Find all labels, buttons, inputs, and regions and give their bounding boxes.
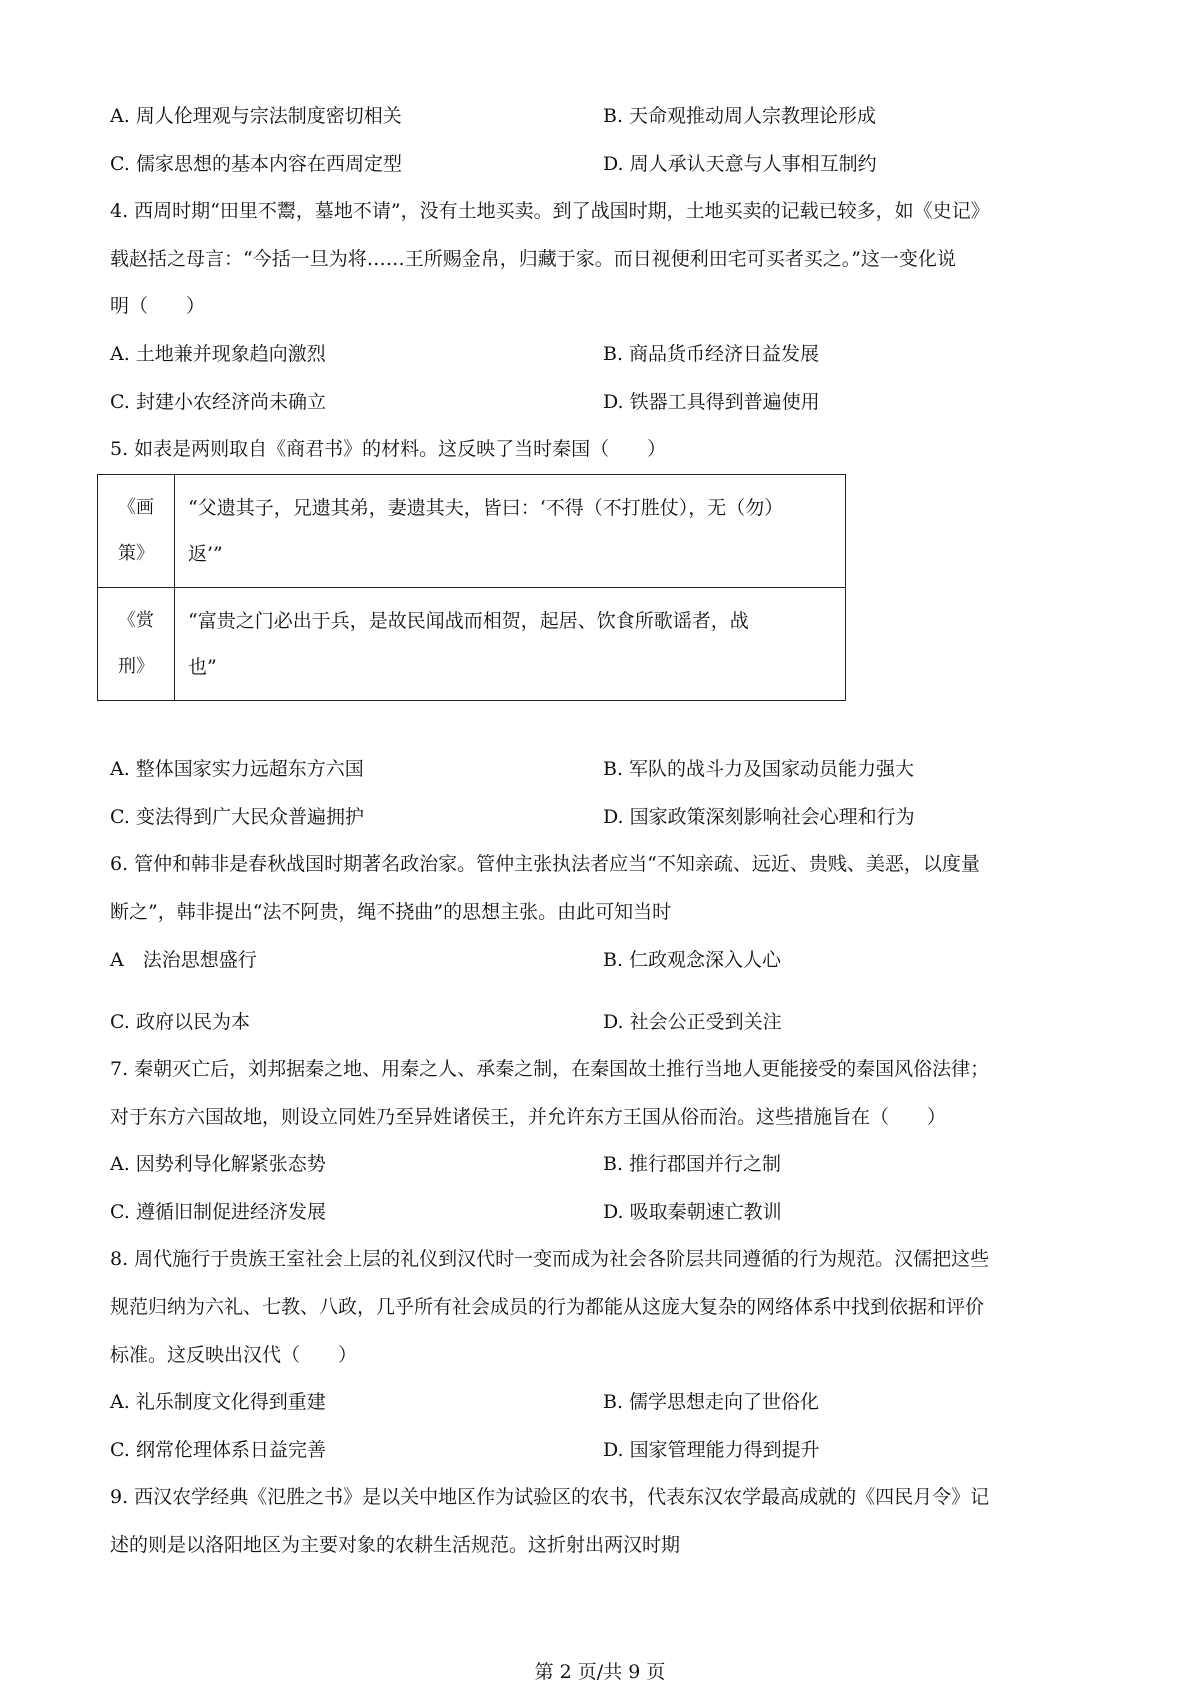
q3-option-d: D. 周人承认天意与人事相互制约 bbox=[603, 153, 877, 175]
q4-option-a: A. 土地兼并现象趋向激烈 bbox=[110, 343, 326, 365]
q6-option-c: C. 政府以民为本 bbox=[110, 1011, 250, 1033]
page-number-footer: 第 2 页/共 9 页 bbox=[534, 1661, 666, 1683]
q7-option-b: B. 推行郡国并行之制 bbox=[603, 1153, 782, 1175]
q8-stem-line: 8. 周代施行于贵族王室社会上层的礼仪到汉代时一变而成为社会各阶层共同遵循的行为规范。汉儒把这些 bbox=[110, 1248, 990, 1270]
q3-option-a: A. 周人伦理观与宗法制度密切相关 bbox=[110, 105, 402, 127]
q3-option-b: B. 天命观推动周人宗教理论形成 bbox=[603, 105, 877, 127]
q4-stem-line: 4. 西周时期“田里不鬻，墓地不请”，没有土地买卖。到了战国时期，土地买卖的记载已较多，如《史记》 bbox=[110, 200, 990, 222]
q5-option-d: D. 国家政策深刻影响社会心理和行为 bbox=[603, 806, 915, 828]
q7-option-c: C. 遵循旧制促进经济发展 bbox=[110, 1201, 326, 1223]
q4-option-c: C. 封建小农经济尚未确立 bbox=[110, 391, 326, 413]
q5-option-b: B. 军队的战斗力及国家动员能力强大 bbox=[603, 758, 915, 780]
q4-stem-line: 载赵括之母言：“今括一旦为将……王所赐金帛，归藏于家。而日视便利田宅可买者买之。”这一变化说 bbox=[110, 248, 956, 270]
table-source-cell: 《画 策》 bbox=[98, 475, 175, 588]
table-quote-cell: “父遗其子，兄遗其弟，妻遗其夫，皆曰：‘不得（不打胜仗），无（勿） 返’” bbox=[175, 475, 846, 588]
q7-option-a: A. 因势利导化解紧张态势 bbox=[110, 1153, 326, 1175]
q5-source-table bbox=[97, 474, 846, 701]
q6-option-b: B. 仁政观念深入人心 bbox=[603, 949, 782, 971]
q4-option-b: B. 商品货币经济日益发展 bbox=[603, 343, 820, 365]
table-row bbox=[98, 588, 846, 701]
q7-option-d: D. 吸取秦朝速亡教训 bbox=[603, 1201, 782, 1223]
q4-stem-line: 明（ ） bbox=[110, 295, 206, 317]
table-quote-cell: “富贵之门必出于兵，是故民闻战而相贺，起居、饮食所歌谣者，战 也” bbox=[175, 588, 846, 701]
q6-option-d: D. 社会公正受到关注 bbox=[603, 1011, 782, 1033]
q3-option-c: C. 儒家思想的基本内容在西周定型 bbox=[110, 153, 402, 175]
q8-stem-line: 标准。这反映出汉代（ ） bbox=[110, 1344, 358, 1366]
table-row bbox=[98, 475, 846, 588]
q9-stem-line: 9. 西汉农学经典《氾胜之书》是以关中地区作为试验区的农书，代表东汉农学最高成就的《四民月令》记 bbox=[110, 1486, 990, 1508]
q7-stem-line: 对于东方六国故地，则设立同姓乃至异姓诸侯王，并允许东方王国从俗而治。这些措施旨在（ ） bbox=[110, 1106, 947, 1128]
table-source-cell: 《赏 刑》 bbox=[98, 588, 175, 701]
q5-stem: 5. 如表是两则取自《商君书》的材料。这反映了当时秦国（ ） bbox=[110, 438, 667, 460]
q9-stem-line: 述的则是以洛阳地区为主要对象的农耕生活规范。这折射出两汉时期 bbox=[110, 1534, 681, 1556]
q8-stem-line: 规范归纳为六礼、七教、八政，几乎所有社会成员的行为都能从这庞大复杂的网络体系中找到依据和评价 bbox=[110, 1296, 985, 1318]
q6-option-a: A 法治思想盛行 bbox=[110, 949, 257, 971]
q8-option-b: B. 儒学思想走向了世俗化 bbox=[603, 1391, 820, 1413]
q5-option-a: A. 整体国家实力远超东方六国 bbox=[110, 758, 364, 780]
q5-option-c: C. 变法得到广大民众普遍拥护 bbox=[110, 806, 364, 828]
q8-option-a: A. 礼乐制度文化得到重建 bbox=[110, 1391, 326, 1413]
q4-option-d: D. 铁器工具得到普遍使用 bbox=[603, 391, 820, 413]
q8-option-c: C. 纲常伦理体系日益完善 bbox=[110, 1439, 326, 1461]
q6-stem-line: 断之”，韩非提出“法不阿贵，绳不挠曲”的思想主张。由此可知当时 bbox=[110, 901, 672, 923]
q7-stem-line: 7. 秦朝灭亡后，刘邦据秦之地、用秦之人、承秦之制，在秦国故土推行当地人更能接受的秦国风俗法律； bbox=[110, 1058, 990, 1080]
q6-stem-line: 6. 管仲和韩非是春秋战国时期著名政治家。管仲主张执法者应当“不知亲疏、远近、贵贱、美恶，以度量 bbox=[110, 853, 980, 875]
q8-option-d: D. 国家管理能力得到提升 bbox=[603, 1439, 820, 1461]
